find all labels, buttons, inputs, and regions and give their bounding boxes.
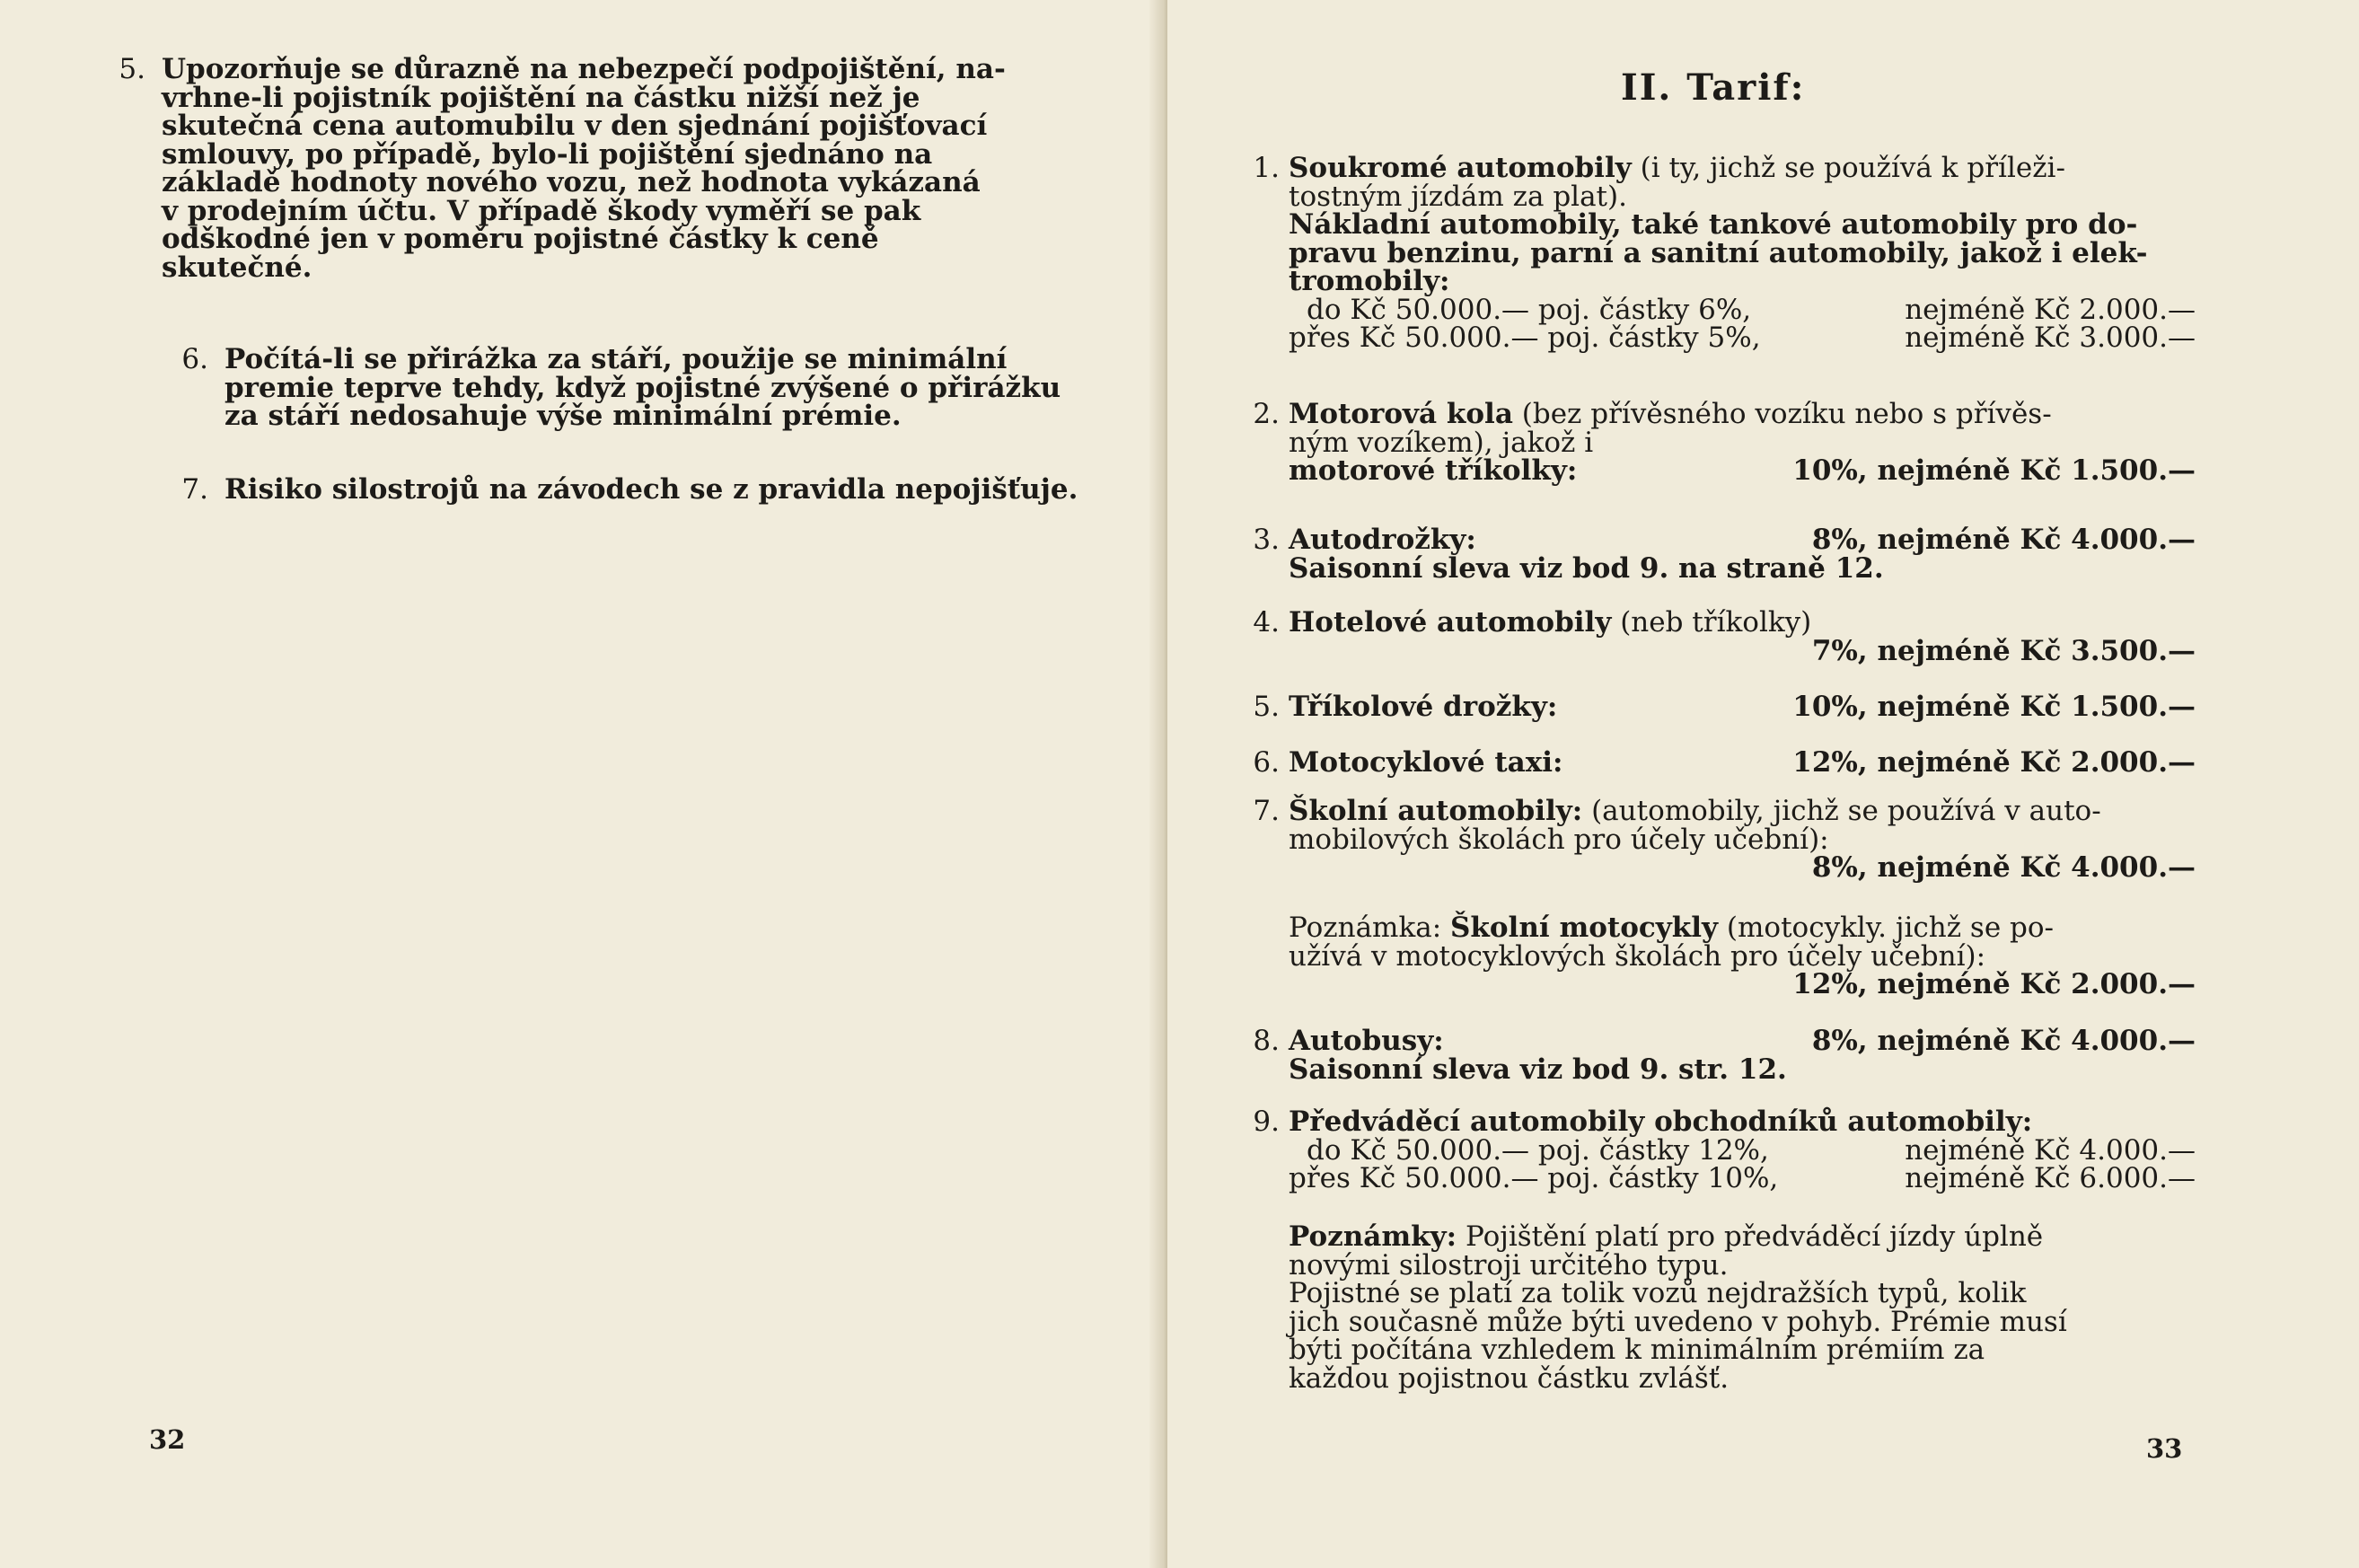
rate-condition: do Kč 50.000.— poj. částky 12%, [1307,1133,1769,1167]
category-name: Hotelové automobily [1289,606,1612,639]
line: Risiko silostrojů na závodech se z pravidla nepojišťuje. [224,473,1078,506]
line: užívá v motocyklových školách pro účely učební): [1289,939,1986,973]
category-name: Motocyklové taxi: [1289,746,1563,779]
line: jich současně může býti uvedeno v pohyb. Prémie musí [1289,1305,2067,1338]
line: (i ty, jichž se používá k příleži- [1631,152,2065,184]
line: v prodejním účtu. V případě škody vyměří se pak [162,194,921,227]
rate-minimum: nejméně Kč 2.000.— [1905,293,2196,326]
rate-condition: přes Kč 50.000.— poj. částky 5%, [1289,322,1761,354]
line: býti počítána vzhledem k minimálním prémiím za [1289,1334,1985,1366]
section-title: II. Tarif: [1621,66,1806,109]
note-label: Poznámka: [1289,912,1451,944]
item-number: 5. [119,53,145,85]
item-number: 7. [181,473,208,506]
line: skutečná cena automubilu v den sjednání pojišťovací [162,110,988,142]
left-item-5 [119,53,1124,284]
line: smlouvy, po případě, bylo-li pojištění sjednáno na [162,137,933,171]
tariff-item-1 [1253,152,2196,354]
rate-minimum: nejméně Kč 6.000.— [1905,1162,2196,1194]
rate-minimum: 12%, nejméně Kč 2.000.— [1792,746,2196,779]
line: vrhne-li pojistník pojištění na částku nižší než je [162,81,920,114]
left-page [0,0,1167,1568]
item-number: 6. [181,343,208,375]
line: každou pojistnou částku zvlášť. [1289,1361,1730,1395]
tariff-item-5 [1253,691,2196,723]
line: tromobily: [1289,265,1450,297]
line: (automobily, jichž se používá v auto- [1582,795,2101,827]
item-number: 8. [1253,1025,1280,1057]
line: ným vozíkem), jakož i [1289,426,1594,459]
tariff-item-9 [1253,1106,2196,1194]
line: Upozorňuje se důrazně na nebezpečí podpojištění, na- [162,53,1006,85]
line: novými silostroji určitého typu. [1289,1248,1729,1282]
category-name: Soukromé automobily [1289,152,1632,184]
tariff-item-2 [1253,398,2196,487]
line: Počítá-li se přirážka za stáří, použije se minimální [224,343,1008,375]
rate-minimum: nejméně Kč 4.000.— [1905,1133,2196,1167]
line: (neb tříkolky) [1611,606,1812,639]
note-demonstration [1289,1220,2196,1395]
tariff-item-6 [1253,746,2196,779]
line: Pojistné se platí za tolik vozů nejdražších typů, kolik [1289,1277,2027,1309]
rate-minimum: 8%, nejméně Kč 4.000.— [1811,851,2196,884]
item-number: 1. [1253,152,1280,184]
right-page [1167,0,2359,1568]
rate-minimum: 12%, nejméně Kč 2.000.— [1792,968,2196,1000]
item-number: 9. [1253,1106,1280,1138]
category-name: Autobusy: [1289,1025,1444,1057]
tariff-item-4 [1253,606,2196,667]
item-number: 4. [1253,606,1280,639]
line: (motocykly. jichž se po- [1718,912,2055,944]
category-name: Tříkolové drožky: [1289,691,1558,723]
note-label: Poznámky: [1289,1220,1457,1253]
tariff-item-3 [1253,524,2196,585]
line: Saisonní sleva viz bod 9. na straně 12. [1289,551,1884,585]
line: Saisonní sleva viz bod 9. str. 12. [1289,1053,1787,1086]
category-name: Předváděcí automobily obchodníků automobily: [1289,1106,2033,1138]
rate-minimum: 7%, nejméně Kč 3.500.— [1811,634,2196,667]
tariff-item-7 [1253,795,2196,884]
line: základě hodnoty nového vozu, než hodnota vykázaná [162,166,981,198]
line: Pojištění platí pro předváděcí jízdy úplně [1457,1220,2044,1253]
line: premie teprve tehdy, když pojistné zvýšené o přirážku [224,371,1061,404]
left-item-6 [181,343,1122,432]
rate-minimum: 8%, nejméně Kč 4.000.— [1811,1025,2196,1057]
item-number: 7. [1253,795,1280,827]
rate-condition: přes Kč 50.000.— poj. částky 10%, [1289,1162,1779,1194]
tariff-item-8 [1253,1025,2196,1086]
left-item-7 [181,473,1131,506]
category-name: Školní automobily: [1289,795,1583,827]
category-name: Autodrožky: [1289,524,1476,556]
item-number: 3. [1253,524,1280,556]
page-number: 33 [2146,1433,2183,1464]
line: pravu benzinu, parní a sanitní automobily, jakož i elek- [1289,236,2148,269]
note-school-motorcycles [1289,914,2196,1000]
line: mobilových školách pro účely učební): [1289,823,1829,856]
category-name: Školní motocykly [1450,912,1719,944]
line: odškodné jen v poměru pojistné částky k ceně [162,223,879,255]
line: (bez přívěsného vozíku nebo s přívěs- [1512,398,2052,430]
line: za stáří nedosahuje výše minimální prémie. [224,400,902,432]
item-number: 5. [1253,691,1280,723]
category-name: Motorová kola [1289,398,1513,430]
category-name: motorové tříkolky: [1289,454,1578,487]
rate-minimum: nejméně Kč 3.000.— [1905,322,2196,354]
line: skutečné. [162,251,312,284]
rate-minimum: 8%, nejméně Kč 4.000.— [1811,524,2196,556]
item-number: 6. [1253,746,1280,779]
rate-minimum: 10%, nejméně Kč 1.500.— [1792,454,2196,487]
page-number: 32 [149,1424,186,1455]
rate-condition: do Kč 50.000.— poj. částky 6%, [1307,293,1752,326]
line: tostným jízdám za plat). [1289,180,1627,213]
line: Nákladní automobily, také tankové automobily pro do- [1289,208,2138,241]
item-number: 2. [1253,398,1280,430]
rate-minimum: 10%, nejméně Kč 1.500.— [1792,691,2196,723]
